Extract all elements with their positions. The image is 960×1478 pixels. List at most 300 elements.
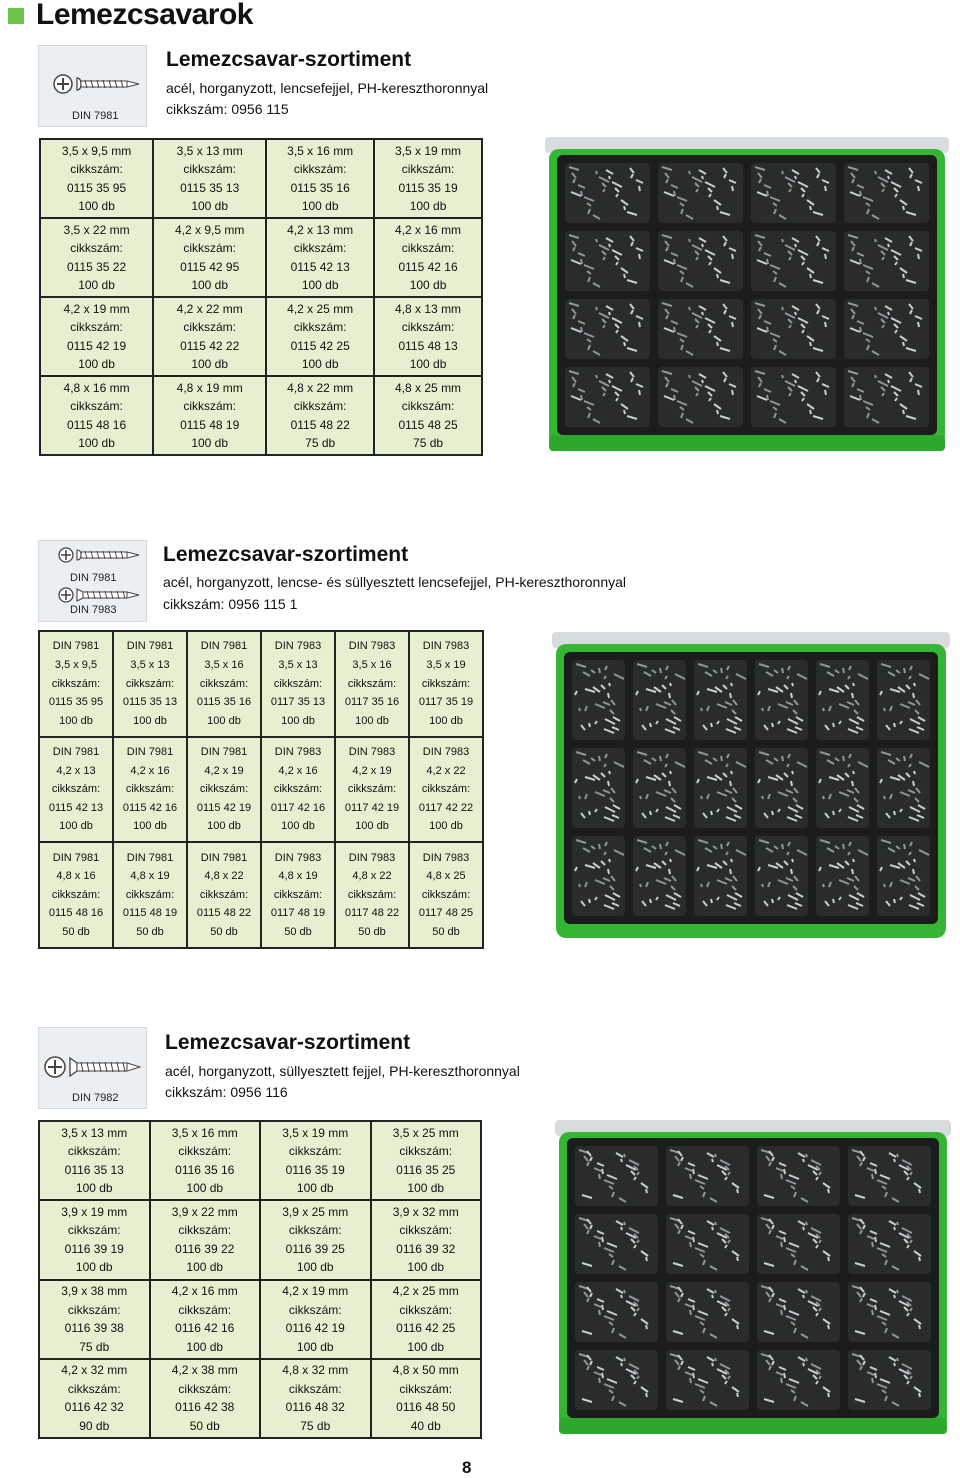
cell-line: 100 db [281,820,315,833]
cell-line: 40 db [410,1418,441,1433]
cell-line: 4,8 x 50 mm [392,1363,459,1378]
screw-mark [792,683,793,686]
screw-mark [843,668,844,673]
cell-line: 0117 42 19 [344,801,400,814]
cell-line: 100 db [301,278,339,292]
cell-line: 0115 35 22 [66,259,127,274]
cell-line: cikkszám: [421,783,471,796]
screw-mark [823,884,824,887]
cell-line: DIN 7983 [422,851,470,864]
screw-mark [875,171,876,174]
screw-mark [875,239,876,242]
screw-mark [608,693,609,698]
cell-line: DIN 7983 [274,851,322,864]
cell-line: 100 db [407,1260,445,1275]
screw-mark [872,1378,873,1383]
screw-mark [624,206,625,210]
cell-line: DIN 7981 [126,851,174,864]
cell-line: DIN 7983 [348,851,396,864]
screw-mark [589,899,590,903]
screw-mark [784,1169,785,1174]
table-cell [150,1121,261,1200]
screw-mark [872,1174,873,1179]
table-cell [371,1200,482,1279]
screw-mark [791,693,792,698]
cell-line: 3,5 x 9,5 mm [61,143,132,158]
screw-mark [640,884,641,887]
cell-line: 4,2 x 19 [352,764,392,777]
table-cell [187,631,261,737]
cell-line: 4,2 x 22 mm [176,301,243,316]
cell-line: 4,8 x 19 [130,870,170,883]
screw-mark [894,899,895,903]
cell-line: 0115 42 16 [398,259,458,274]
cell-line: cikkszám: [67,1223,121,1238]
cell-line: 100 db [78,278,115,292]
screw-mark [732,186,733,191]
screw-mark [828,1257,829,1261]
screw-mark [888,380,889,383]
table-cell [153,139,266,218]
cell-line: 0117 35 13 [270,696,326,709]
table-row [40,218,482,297]
cell-line: 100 db [133,820,167,833]
cell-line: cikkszám: [288,1302,342,1317]
cell-line: 4,2 x 9,5 mm [175,222,245,237]
screw-mark [897,1154,898,1157]
screw-mark [913,781,914,786]
screw-mark [689,239,690,242]
screw-mark [602,1305,603,1310]
screw-mark [639,254,640,259]
cell-line: 3,5 x 16 [204,658,244,671]
cell-line: 3,5 x 13 mm [61,1125,128,1140]
screw-mark [914,859,915,862]
cell-line: 50 db [210,926,238,939]
cell-line: DIN 7981 [52,746,100,758]
screw-mark [589,811,590,815]
cell-line: 4,2 x 25 mm [287,301,354,316]
table-cell [261,631,335,737]
screw-mark [792,859,793,862]
screw-mark [702,380,703,383]
cell-line: 3,9 x 19 mm [61,1204,128,1219]
screw-mark [599,1174,600,1179]
screw-mark [904,756,905,761]
cell-line: 0117 48 19 [270,907,326,920]
table-cell [113,737,187,843]
table-cell [260,1280,371,1359]
cell-line: 3,5 x 13 mm [176,143,243,158]
cell-line: 100 db [409,278,447,292]
cell-line: DIN 7983 [422,746,470,758]
screw-mark [884,884,885,887]
screw-mark [825,254,826,259]
cell-line: 0116 42 16 [175,1321,235,1336]
screw-mark [650,811,651,815]
cell-line: 4,8 x 25 [426,870,466,883]
screw-mark [640,708,641,711]
screw-mark [852,693,853,698]
cell-line: 3,5 x 16 mm [171,1125,238,1140]
screw-mark [852,869,853,874]
table-cell [374,376,482,455]
cell-line: 4,2 x 13 [56,764,96,777]
screw-mark [701,796,702,799]
screw-mark [689,375,690,378]
cell-line: 0116 42 19 [285,1321,345,1336]
case-compartment [633,836,686,916]
table-cell [371,1121,482,1200]
table-cell [40,139,153,218]
table-cell [40,218,153,297]
page-title: Lemezcsavarok [36,0,253,31]
table-cell [40,376,153,455]
cell-line: 4,8 x 32 mm [282,1363,349,1378]
screw-mark [810,342,811,346]
din-label: DIN 7982 [72,1092,119,1104]
cell-line: 4,8 x 16 mm [63,380,130,395]
cell-line: cikkszám: [293,162,347,176]
screw-mark [639,186,640,191]
cell-line: 4,2 x 22 [426,764,466,777]
cell-line: 3,5 x 19 mm [395,143,462,158]
screw-mark [918,322,919,327]
cell-line: 0117 35 19 [418,696,474,709]
case-compartment [755,660,808,740]
screw-mark [810,206,811,210]
cell-line: 0117 48 22 [344,907,400,920]
screw-icon [57,546,143,564]
cell-line: 100 db [78,199,115,213]
cell-line: 100 db [355,714,389,727]
screw-mark [792,771,793,774]
screw-mark [660,844,661,849]
cell-line: cikkszám: [288,1381,342,1396]
din-label: DIN 7981 [72,110,119,122]
cell-line: 4,8 x 19 mm [176,380,243,395]
cell-line: 100 db [191,436,229,450]
cell-line: 3,9 x 25 mm [282,1204,349,1219]
screw-icon [57,586,143,604]
screw-mark [731,771,732,774]
case-compartment [633,660,686,740]
cell-line: cikkszám: [178,1223,232,1238]
screw-mark [689,171,690,174]
screw-mark [711,899,712,903]
cell-line: 0116 39 38 [64,1321,124,1336]
cell-line: cikkszám: [293,399,347,413]
cell-line: cikkszám: [67,1144,121,1159]
screw-mark [894,1363,895,1366]
cell-line: cikkszám: [70,241,123,255]
table-cell [371,1359,482,1438]
screw-mark [717,274,718,278]
cell-line: DIN 7983 [348,640,396,653]
table-cell [39,737,113,843]
case-compartment [877,836,930,916]
cell-line: 0115 42 95 [180,259,240,274]
screw-mark [825,390,826,395]
screw-mark [803,1159,804,1162]
screw-mark [599,756,600,761]
cell-line: 3,5 x 16 mm [287,143,354,158]
section-description: acél, horganyzott, lencsefejjel, PH-kereszthoronnyal [166,80,489,96]
table-cell [266,139,374,218]
cell-line: 0116 48 50 [396,1400,456,1415]
screw-mark [579,796,580,799]
table-cell [153,297,266,376]
screw-mark [782,756,783,761]
cell-line: cikkszám: [51,677,101,690]
cell-line: cikkszám: [399,1381,453,1396]
table-cell [409,631,483,737]
cell-line: 0116 42 25 [396,1321,456,1336]
cell-line: 100 db [296,1181,334,1196]
section-marker [8,8,24,24]
cell-line: 100 db [75,1260,113,1275]
cell-line: cikkszám: [183,241,237,255]
table-cell [335,842,409,948]
table-row [40,297,482,376]
product-thumbnail [38,1027,147,1109]
screw-mark [897,1290,898,1293]
cell-line: DIN 7983 [348,746,396,758]
cell-line: 4,8 x 25 mm [395,380,462,395]
screw-mark [621,1227,622,1230]
table-cell [374,139,482,218]
screw-mark [646,1257,647,1261]
cell-line: cikkszám: [183,320,237,334]
cell-line: cikkszám: [70,162,123,176]
case-compartment [877,748,930,828]
screw-mark [693,1237,694,1242]
cell-line: 0115 35 13 [180,180,240,195]
cell-line: 100 db [296,1260,334,1275]
cell-line: cikkszám: [67,1302,121,1317]
screw-mark [715,1358,716,1361]
screw-mark [784,1305,785,1310]
cell-line: cikkszám: [401,399,455,413]
screw-mark [888,244,889,247]
screw-mark [853,859,854,862]
screw-mark [721,756,722,761]
cell-line: cikkszám: [288,1223,342,1238]
screw-mark [730,693,731,698]
screw-mark [646,1189,647,1193]
cell-line: DIN 7981 [52,640,100,653]
cell-line: 90 db [79,1418,110,1433]
screw-mark [737,1325,738,1329]
cell-line: 100 db [207,714,241,727]
screw-mark [609,859,610,862]
screw-mark [791,781,792,786]
screw-mark [711,723,712,727]
screw-mark [717,410,718,414]
cell-line: 0115 48 22 [290,417,350,432]
screw-mark [624,1290,625,1293]
cell-line: 100 db [186,1181,224,1196]
screw-mark [599,1378,600,1383]
cell-line: 4,2 x 25 mm [392,1284,459,1299]
cell-line: 100 db [301,357,339,371]
table-row [39,1200,481,1279]
cell-line: 75 db [305,436,336,450]
screw-mark [795,176,796,179]
screw-mark [781,1174,782,1179]
assortment-case-image [543,135,953,457]
cell-line: cikkszám: [399,1223,453,1238]
assortment-table [39,138,483,456]
cell-line: cikkszám: [199,783,249,796]
cell-line: cikkszám: [183,162,237,176]
cell-line: 100 db [191,278,229,292]
assortment-table [38,1120,482,1439]
case-compartment [755,836,808,916]
cell-line: 3,5 x 22 mm [63,222,130,237]
screw-mark [803,1295,804,1298]
table-cell [261,737,335,843]
screw-mark [609,683,610,686]
cell-line: cikkszám: [293,320,347,334]
screw-mark [732,254,733,259]
case-compartment [755,748,808,828]
cell-line: cikkszám: [51,888,101,901]
assortment-case-image [553,1118,955,1440]
screw-mark [919,1393,920,1397]
screw-mark [903,206,904,210]
screw-mark [875,375,876,378]
cell-line: 0115 42 13 [290,259,350,274]
cell-line: 0115 42 25 [290,338,350,353]
cell-line: 0115 42 22 [180,338,240,353]
screw-mark [711,811,712,815]
screw-mark [602,1169,603,1174]
screw-mark [782,375,783,378]
section-article-number: cikkszám: 0956 115 1 [163,596,298,612]
screw-mark [701,708,702,711]
screw-mark [843,844,844,849]
cell-line: 0116 39 19 [64,1241,124,1256]
screw-mark [904,668,905,673]
cell-line: 0115 42 13 [48,801,104,814]
screw-mark [717,342,718,346]
case-compartment [816,748,869,828]
screw-mark [609,244,610,247]
screw-mark [795,380,796,383]
cell-line: 100 db [409,357,447,371]
cell-line: 0115 48 19 [122,907,178,920]
cell-line: cikkszám: [273,677,323,690]
screw-mark [608,869,609,874]
cell-line: 4,8 x 22 [204,870,244,883]
screw-mark [639,322,640,327]
cell-line: 100 db [407,1339,445,1354]
case-compartment [816,836,869,916]
screw-mark [669,869,670,874]
screw-mark [602,1373,603,1378]
table-cell [40,297,153,376]
table-row [39,737,483,843]
screw-mark [715,1222,716,1225]
cell-line: 4,2 x 16 mm [171,1284,238,1299]
screw-mark [650,899,651,903]
cell-line: 100 db [59,820,93,833]
cell-line: 4,8 x 19 [278,870,318,883]
cell-line: 100 db [296,1339,334,1354]
cell-line: 4,2 x 13 mm [287,222,354,237]
screw-mark [660,668,661,673]
cell-line: 0115 42 19 [66,338,127,353]
cell-line: DIN 7981 [52,851,100,864]
screw-mark [875,1169,876,1174]
screw-mark [833,899,834,903]
cell-line: cikkszám: [401,162,455,176]
cell-line: 0115 35 95 [48,696,104,709]
table-cell [374,297,482,376]
screw-mark [875,1237,876,1242]
table-cell [266,218,374,297]
screw-mark [731,683,732,686]
cell-line: 4,2 x 19 [204,764,244,777]
screw-mark [640,796,641,799]
screw-mark [596,239,597,242]
section-article-number: cikkszám: 0956 116 [165,1084,288,1100]
cell-line: 4,2 x 38 mm [171,1363,238,1378]
screw-mark [731,859,732,862]
table-cell [39,1121,150,1200]
screw-mark [782,171,783,174]
section-title: Lemezcsavar-szortiment [165,1031,411,1054]
screw-mark [579,884,580,887]
screw-mark [701,884,702,887]
cell-line: 100 db [301,199,339,213]
table-row [39,1359,481,1438]
screw-mark [803,1227,804,1230]
screw-mark [702,176,703,179]
cell-line: 0116 35 19 [285,1162,345,1177]
cell-line: 0115 35 19 [398,180,458,195]
cell-line: cikkszám: [178,1144,232,1159]
cell-line: 0117 48 25 [418,907,474,920]
screw-mark [875,1373,876,1378]
cell-line: cikkszám: [178,1302,232,1317]
cell-line: 3,9 x 38 mm [61,1284,128,1299]
screw-mark [737,1189,738,1193]
screw-mark [875,307,876,310]
screw-mark [894,1227,895,1230]
screw-mark [918,254,919,259]
screw-mark [833,811,834,815]
screw-mark [919,1189,920,1193]
screw-mark [660,756,661,761]
table-cell [409,737,483,843]
cell-line: 4,2 x 16 [130,764,170,777]
screw-mark [872,1310,873,1315]
table-cell [39,1200,150,1279]
cell-line: 100 db [78,436,115,450]
screw-mark [823,708,824,711]
screw-mark [646,1393,647,1397]
screw-mark [894,1295,895,1298]
table-row [40,139,482,218]
screw-mark [609,176,610,179]
screw-mark [884,796,885,799]
table-cell [39,631,113,737]
cell-line: 100 db [133,714,167,727]
cell-line: 3,5 x 9,5 [54,658,98,671]
cell-line: 0115 48 16 [66,417,127,432]
